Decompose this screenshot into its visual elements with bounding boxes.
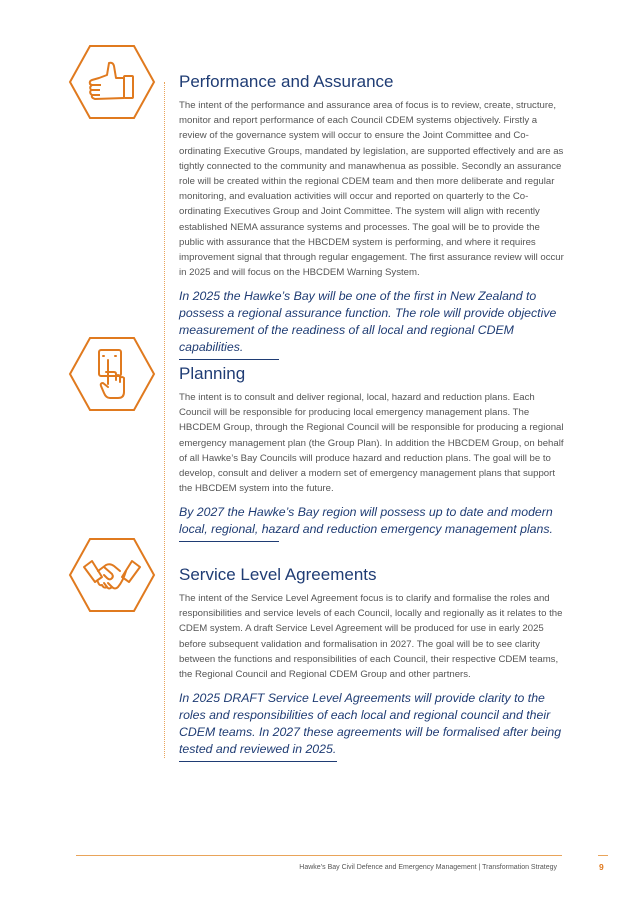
callout-underline xyxy=(179,359,279,360)
section-title: Service Level Agreements xyxy=(179,565,377,584)
callout-underline xyxy=(179,761,337,762)
footer-rule xyxy=(76,855,562,856)
section-callout: In 2025 DRAFT Service Level Agreements will provide clarity to the roles and responsibilities of each local and regional council and their CDEM teams. In 2027 these agreements will be formalised after being tested and reviewed in 2025. xyxy=(179,691,562,757)
footer-page-rule xyxy=(598,855,608,856)
handshake-icon xyxy=(68,537,156,613)
section-service-level-agreements xyxy=(179,565,565,762)
hand-touch-icon xyxy=(68,336,156,412)
section-title: Performance and Assurance xyxy=(179,72,394,91)
section-planning xyxy=(179,364,565,542)
page-number: 9 xyxy=(599,862,604,872)
vertical-dotted-rule xyxy=(164,82,165,758)
section-body: The intent of the Service Level Agreement focus is to clarify and formalise the roles and responsibilities and service levels of each Council, locally and regionally as it relates to the CDEM system. A draft Service Level Agreement will be produced for use in early 2025 before subsequent validation and formalisation in 2027. The goal will be to see clarity between the functions and responsibilities of each Council, their respective CDEM teams, the Regional Council and Regional CDEM Group and other partners. xyxy=(179,593,563,681)
section-callout: By 2027 the Hawke’s Bay region will possess up to date and modern local, regional, hazard and reduction emergency management plans. xyxy=(179,505,553,537)
thumbs-up-icon xyxy=(68,44,156,120)
section-body: The intent is to consult and deliver regional, local, hazard and reduction plans. Each Council will be responsible for producing local emergency management plans. The HBCDEM Group, through the Regional Council will be responsible for producing a regional emergency management plan (the Group Plan). In addition the HBCDEM Group, on behalf of all Hawke’s Bay Councils will produce hazard and reduction plans. The goal will be to develop, consult and deliver a modern set of emergency management plans that support the HBCDEM system into the future. xyxy=(179,392,564,495)
section-title: Planning xyxy=(179,364,246,383)
section-callout: In 2025 the Hawke’s Bay will be one of the first in New Zealand to possess a regional assurance function. The role will provide objective measurement of the readiness of all local and regional CDEM capabilities. xyxy=(179,289,557,355)
section-body: The intent of the performance and assurance area of focus is to review, create, structure, monitor and report performance of each Council CDEM systems objectively. Firstly a review of the governance system will occur to ensure the Joint Committee and Co-ordinating Executive Groups, mandated by legislation, are supported effectively and are as tightly connected to the community and manawhenua as possible. Secondly an assurance role will be created within the regional CDEM team and then more deliberate and regular monitoring, and evaluation activities will occur and reported on quarterly to the Co-ordinating Executives Group and Joint Committee. The system will align with recently established NEMA assurance systems and processes. The goal will be to provide the public with assurance that the HBCDEM system is performing, and where it requires improvement signal that through regular engagement. The first assurance review will occur in 2025 and will focus on the HBCDEM Warning System. xyxy=(179,100,564,279)
footer-text: Hawke’s Bay Civil Defence and Emergency Management | Transformation Strategy xyxy=(299,864,557,871)
section-performance-assurance xyxy=(179,72,565,360)
callout-underline xyxy=(179,541,279,542)
